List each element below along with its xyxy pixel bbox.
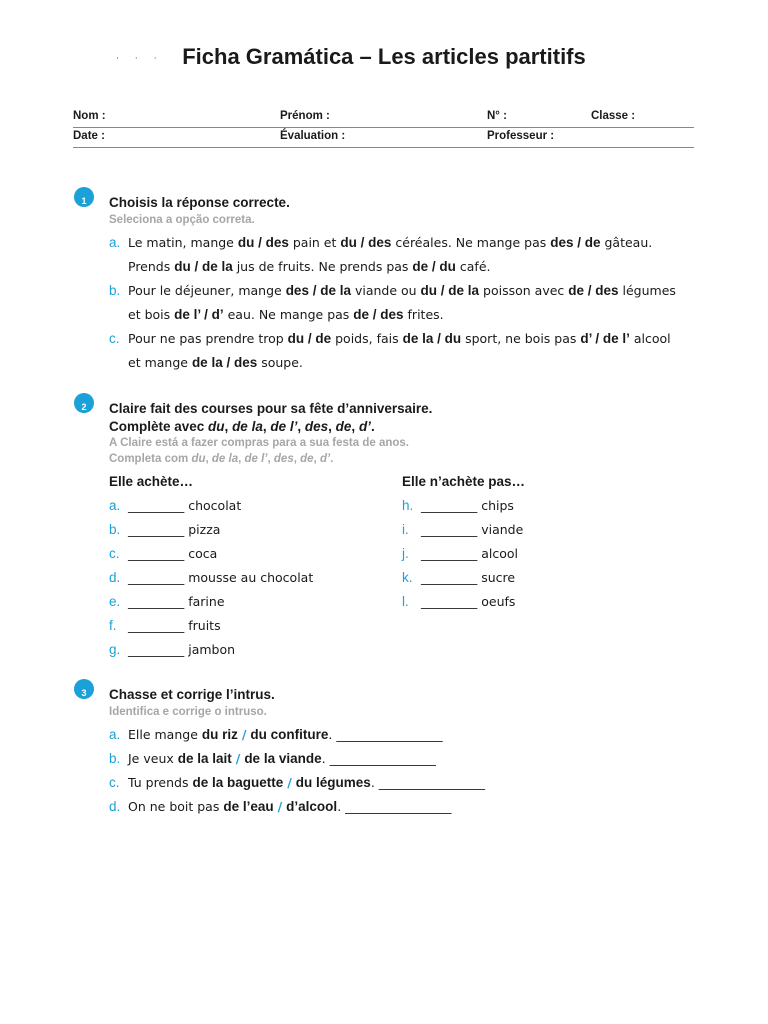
slash-separator: / — [277, 799, 283, 814]
answer-blank[interactable]: _________ — [128, 498, 185, 513]
answer-blank[interactable]: _________ — [128, 642, 185, 657]
item-label: b. — [109, 751, 121, 766]
item-label: c. — [109, 331, 120, 346]
numero-field[interactable]: N° : — [487, 110, 507, 122]
list-item — [402, 594, 515, 610]
list-item — [402, 546, 518, 562]
item-label: h. — [402, 498, 414, 513]
item-label: a. — [109, 498, 121, 513]
item-label: l. — [402, 594, 409, 609]
item-text: oeufs — [481, 594, 516, 609]
ex1-item-c-line2: et mange de la / des soupe. — [128, 355, 303, 370]
decorative-dots: ··· — [116, 54, 173, 64]
item-text: sucre — [481, 570, 516, 585]
item-label: c. — [109, 546, 120, 561]
ex1-item-c-line1: c. Pour ne pas prendre trop du / de poids, fais de la / du sport, ne bois pas d’ / de l’ alcool — [109, 331, 671, 346]
answer-blank[interactable]: _________ — [128, 594, 185, 609]
answer-blank[interactable]: _________________ — [329, 751, 436, 766]
exercise-number-badge: 1 — [74, 187, 94, 207]
item-text: chocolat — [188, 498, 242, 513]
item-label: a. — [109, 235, 121, 250]
answer-blank[interactable]: _________ — [128, 618, 185, 633]
list-item — [109, 618, 221, 634]
classe-field[interactable]: Classe : — [591, 110, 636, 122]
item-label: j. — [402, 546, 409, 561]
item-text: farine — [188, 594, 225, 609]
slash-separator: / — [287, 775, 292, 790]
phrase: du riz — [201, 727, 238, 742]
exercise-subtitle: Seleciona a opção correta. — [109, 214, 255, 226]
answer-blank[interactable]: _________________ — [336, 727, 443, 742]
slash-separator: / — [241, 727, 247, 742]
item-label: f. — [109, 618, 117, 633]
item-label: d. — [109, 570, 121, 585]
item-text: jambon — [188, 642, 236, 657]
phrase: de la viande — [244, 751, 322, 766]
column-header-buys: Elle achète… — [109, 474, 194, 489]
exercise-number-badge: 2 — [74, 393, 94, 413]
answer-blank[interactable]: _________ — [421, 498, 478, 513]
item-label: d. — [109, 799, 121, 814]
choice[interactable]: de / des — [353, 307, 404, 322]
nom-field[interactable]: Nom : — [73, 110, 106, 122]
phrase: du légumes — [295, 775, 371, 790]
list-item — [402, 522, 523, 538]
answer-blank[interactable]: _________ — [421, 594, 478, 609]
list-item: c. Tu prends de la baguette / du légumes. _________________ — [109, 775, 486, 790]
item-label: e. — [109, 594, 121, 609]
exercise-subtitle: Identifica e corrige o intruso. — [109, 706, 267, 718]
exercise-subtitle: A Claire está a fazer compras para a sua festa de anos. — [109, 437, 409, 449]
slash-separator: / — [235, 751, 241, 766]
answer-blank[interactable]: _________________ — [378, 775, 486, 790]
choice[interactable]: d’ / de l’ — [580, 331, 630, 346]
exercise-number-badge: 3 — [74, 679, 94, 699]
exercise-title: Choisis la réponse correcte. — [109, 195, 290, 210]
prenom-field[interactable]: Prénom : — [280, 110, 330, 122]
choice[interactable]: du / de — [287, 331, 332, 346]
item-text: coca — [188, 546, 218, 561]
exercise-title: Chasse et corrige l’intrus. — [109, 687, 275, 702]
answer-blank[interactable]: _________ — [128, 522, 185, 537]
item-label: b. — [109, 283, 121, 298]
choice[interactable]: du / des — [340, 235, 392, 250]
item-label: b. — [109, 522, 121, 537]
choice[interactable]: du / des — [237, 235, 289, 250]
item-text: chips — [481, 498, 514, 513]
date-field[interactable]: Date : — [73, 130, 105, 142]
header-row-2 — [73, 127, 694, 148]
phrase: du confiture — [250, 727, 329, 742]
answer-blank[interactable]: _________ — [421, 522, 478, 537]
exercise-title: Claire fait des courses pour sa fête d’anniversaire. — [109, 401, 433, 416]
item-text: mousse au chocolat — [188, 570, 314, 585]
choice[interactable]: du / de la — [174, 259, 233, 274]
choice[interactable]: de / du — [412, 259, 456, 274]
list-item — [109, 546, 217, 562]
list-item: a. Elle mange du riz / du confiture. _________________ — [109, 727, 443, 742]
phrase: de la baguette — [192, 775, 284, 790]
ex1-item-b-line1: b. Pour le déjeuner, mange des / de la viande ou du / de la poisson avec de / des légumes — [109, 283, 676, 298]
list-item: d. On ne boit pas de l’eau / d’alcool. _________________ — [109, 799, 452, 814]
list-item — [402, 570, 515, 586]
answer-blank[interactable]: _________ — [128, 546, 185, 561]
column-header-not-buys: Elle n’achète pas… — [402, 474, 526, 489]
choice[interactable]: de l’ / d’ — [174, 307, 224, 322]
choice[interactable]: de la / du — [402, 331, 462, 346]
answer-blank[interactable]: _________ — [421, 546, 478, 561]
answer-blank[interactable]: _________________ — [345, 799, 452, 814]
list-item — [109, 570, 313, 586]
phrase: d’alcool — [286, 799, 338, 814]
choice[interactable]: des / de — [550, 235, 601, 250]
item-label: i. — [402, 522, 409, 537]
list-item — [109, 522, 220, 538]
ex1-item-b-line2: et bois de l’ / d’ eau. Ne mange pas de / des frites. — [128, 307, 444, 322]
page-title: Ficha Gramática – Les articles partitifs — [182, 44, 586, 69]
item-text: alcool — [481, 546, 519, 561]
phrase: de l’eau — [223, 799, 274, 814]
item-label: c. — [109, 775, 120, 790]
choice[interactable]: de la / des — [191, 355, 258, 370]
item-text: fruits — [188, 618, 221, 633]
list-item — [109, 594, 225, 610]
list-item: b. Je veux de la lait / de la viande. _________________ — [109, 751, 436, 766]
exercise-instruction: Complète avec du, de la, de l’, des, de, d’. — [109, 419, 375, 434]
ex1-item-a-line2: Prends du / de la jus de fruits. Ne prends pas de / du café. — [128, 259, 491, 274]
evaluation-field[interactable]: Évaluation : — [280, 130, 346, 142]
answer-blank[interactable]: _________ — [421, 570, 478, 585]
answer-blank[interactable]: _________ — [128, 570, 185, 585]
item-label: a. — [109, 727, 121, 742]
choice[interactable]: des / de la — [285, 283, 351, 298]
item-label: k. — [402, 570, 413, 585]
choice[interactable]: de / des — [568, 283, 619, 298]
professeur-field[interactable]: Professeur : — [487, 130, 555, 142]
item-text: pizza — [188, 522, 221, 537]
item-text: viande — [481, 522, 524, 537]
list-item — [109, 498, 241, 514]
phrase: de la lait — [177, 751, 232, 766]
ex1-item-a-line1: a. Le matin, mange du / des pain et du / des céréales. Ne mange pas des / de gâteau. — [109, 235, 653, 250]
item-label: g. — [109, 642, 121, 657]
list-item — [109, 642, 235, 658]
choice[interactable]: du / de la — [420, 283, 480, 298]
header-row-1 — [73, 107, 694, 128]
list-item — [402, 498, 514, 514]
exercise-subtitle-instruction: Completa com du, de la, de l’, des, de, d’. — [109, 453, 334, 465]
